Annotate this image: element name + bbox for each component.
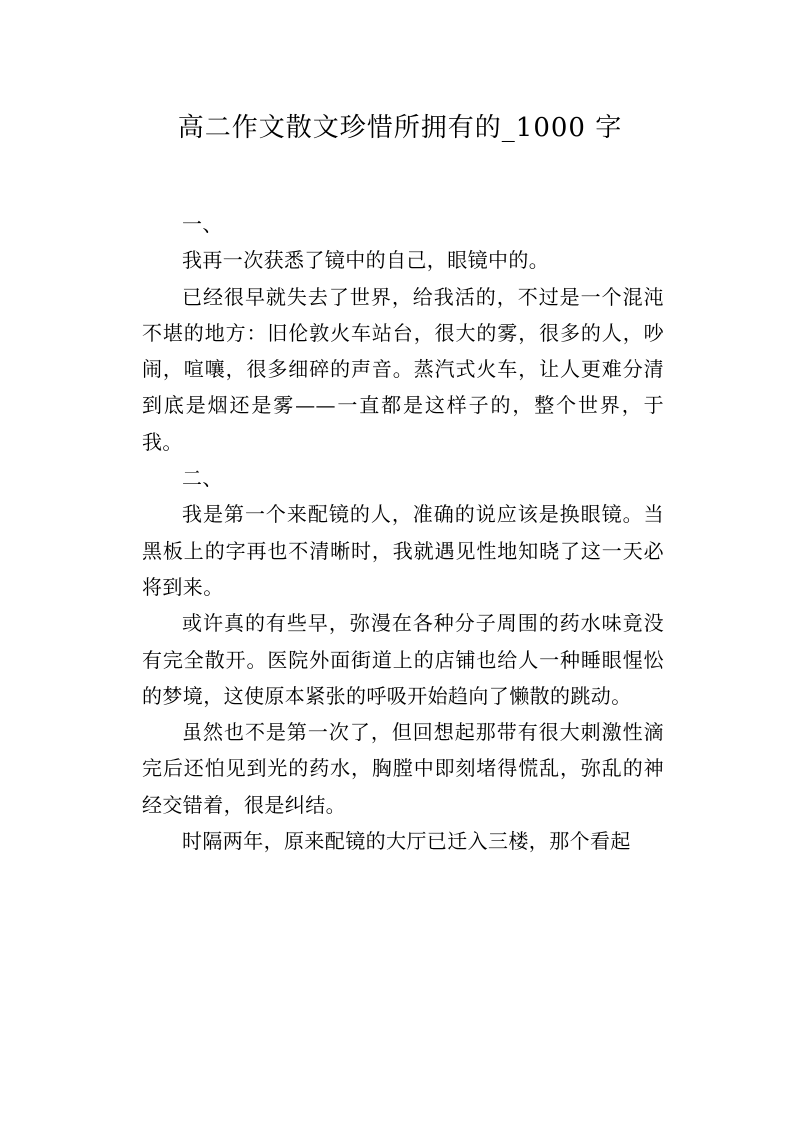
paragraph: 已经很早就失去了世界，给我活的，不过是一个混沌不堪的地方：旧伦敦火车站台，很大的雾，很多的人，吵闹，喧嚷，很多细碎的声音。蒸汽式火车，让人更难分清到底是烟还是雾——一直都是这样子的，整个世界，于我。 bbox=[142, 284, 664, 454]
paragraph: 我是第一个来配镜的人，准确的说应该是换眼镜。当黑板上的字再也不清晰时，我就遇见性地知晓了这一天必将到来。 bbox=[142, 502, 664, 599]
section-heading-1: 一、 bbox=[182, 212, 223, 236]
paragraph: 虽然也不是第一次了，但回想起那带有很大刺激性滴完后还怕见到光的药水，胸膛中即刻堵得慌乱，弥乱的神经交错着，很是纠结。 bbox=[142, 720, 664, 817]
document-body bbox=[142, 206, 664, 859]
paragraph: 我再一次获悉了镜中的自己，眼镜中的。 bbox=[182, 248, 550, 273]
paragraph: 时隔两年，原来配镜的大厅已迁入三楼，那个看起 bbox=[182, 829, 631, 854]
document-title: 高二作文散文珍惜所拥有的_1000 字 bbox=[177, 113, 623, 143]
section-heading-2: 二、 bbox=[182, 466, 223, 491]
paragraph: 或许真的有些早，弥漫在各种分子周围的药水味竟没有完全散开。医院外面街道上的店铺也给人一种睡眼惺忪的梦境，这使原本紧张的呼吸开始趋向了懒散的跳动。 bbox=[142, 611, 664, 708]
